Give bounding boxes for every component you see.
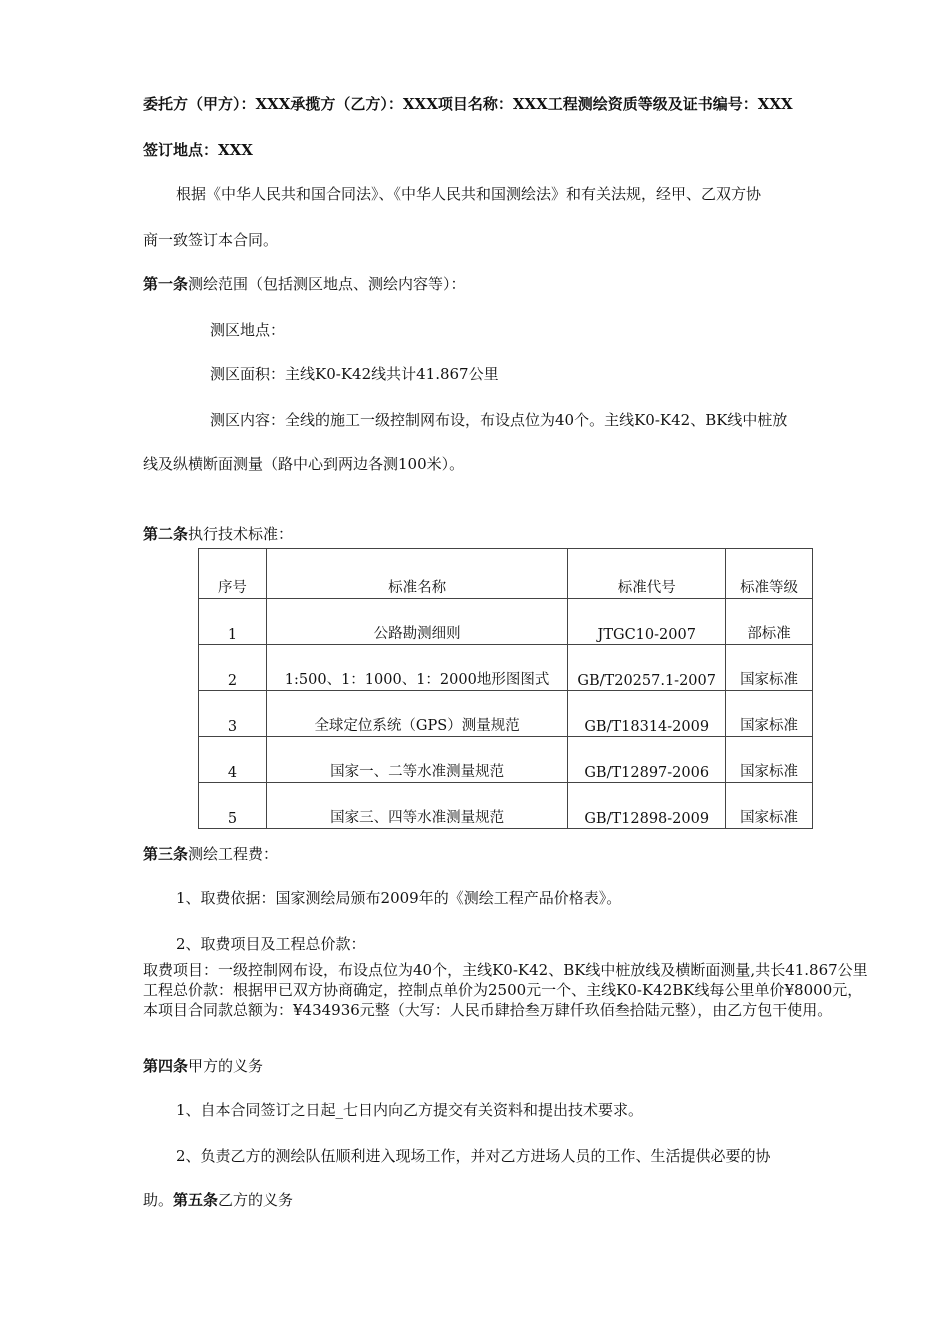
table-cell: GB/T12897-2006 [568,737,726,783]
article2-label: 第二条 [143,525,189,543]
header-cell: 序号 [199,549,267,599]
survey-content-1: 测区内容：全线的施工一级控制网布设，布设点位为40个。主线K0-K42、BK线中桩放 [210,411,788,429]
article1-heading [143,274,466,294]
table-cell: JTGC10-2007 [568,599,726,645]
fee-items-heading: 2、取费项目及工程总价款： [176,935,366,953]
table-cell: 国家标准 [726,737,813,783]
intro-line-1: 根据《中华人民共和国合同法》、《中华人民共和国测绘法》和有关法规，经甲、乙双方协 [176,185,762,203]
table-cell: 3 [199,691,267,737]
table-cell: 1:500、1：1000、1：2000地形图图式 [266,645,567,691]
article3-heading [143,844,278,864]
table-cell: 公路勘测细则 [266,599,567,645]
survey-area: 测区面积：主线K0-K42线共计41.867公里 [210,365,499,383]
table-cell: 5 [199,783,267,829]
table-cell: 全球定位系统（GPS）测量规范 [266,691,567,737]
table-cell: 部标准 [726,599,813,645]
table-cell: GB/T18314-2009 [568,691,726,737]
article5-label: 第五条 [173,1191,219,1209]
table-row [199,599,813,645]
table-cell: 国家标准 [726,783,813,829]
article1-label: 第一条 [143,275,189,293]
party-a-duty-2: 2、负责乙方的测绘队伍顺利进入现场工作，并对乙方进场人员的工作、生活提供必要的协 [176,1147,771,1165]
table-row [199,737,813,783]
article4-label: 第四条 [143,1057,189,1075]
standards-table [198,548,813,829]
table-cell: 国家一、二等水准测量规范 [266,737,567,783]
article2-heading [143,524,293,544]
party-a-duty-2-cont [143,1190,293,1210]
table-row [199,645,813,691]
parties-line: 委托方（甲方）：XXX承揽方（乙方）：XXX项目名称：XXX工程测绘资质等级及证书编号：XXX [143,95,793,113]
article1-title: 测绘范围（包括测区地点、测绘内容等）： [188,275,466,293]
article5-title: 乙方的义务 [218,1191,294,1209]
article3-label: 第三条 [143,845,189,863]
table-cell: GB/T12898-2009 [568,783,726,829]
table-cell: 国家三、四等水准测量规范 [266,783,567,829]
article4-heading [143,1056,263,1076]
table-cell: 2 [199,645,267,691]
table-header-row [199,549,813,599]
table-cell: GB/T20257.1-2007 [568,645,726,691]
table-row [199,783,813,829]
table-cell: 1 [199,599,267,645]
header-cell: 标准等级 [726,549,813,599]
party-a-duty-1: 1、自本合同签订之日起_七日内向乙方提交有关资料和提出技术要求。 [176,1101,644,1119]
fee-details: 取费项目：一级控制网布设，布设点位为40个，主线K0-K42、BK线中桩放线及横断面测量,共长41.867公里工程总价款：根据甲已双方协商确定，控制点单价为2500元一个、主线K0-K42BK线每公里单价¥8000元，本项目合同款总额为：¥434936元整（大写：人民币肆拾叁万肆仟玖佰叁拾陆元整），由乙方包干使用。 [143,961,868,1019]
table-cell: 4 [199,737,267,783]
article2-title: 执行技术标准： [188,525,294,543]
table-cell: 国家标准 [726,645,813,691]
header-cell: 标准名称 [266,549,567,599]
survey-location: 测区地点： [210,321,286,339]
signing-place: 签订地点：XXX [143,141,253,159]
article4-title: 甲方的义务 [188,1057,264,1075]
duty-2-ending: 助。 [143,1191,174,1209]
survey-content-2: 线及纵横断面测量（路中心到两边各测100米）。 [143,455,465,473]
fee-basis: 1、取费依据：国家测绘局颁布2009年的《测绘工程产品价格表》。 [176,889,622,907]
header-cell: 标准代号 [568,549,726,599]
table-cell: 国家标准 [726,691,813,737]
table-row [199,691,813,737]
intro-line-2: 商一致签订本合同。 [143,231,279,249]
article3-title: 测绘工程费： [188,845,279,863]
